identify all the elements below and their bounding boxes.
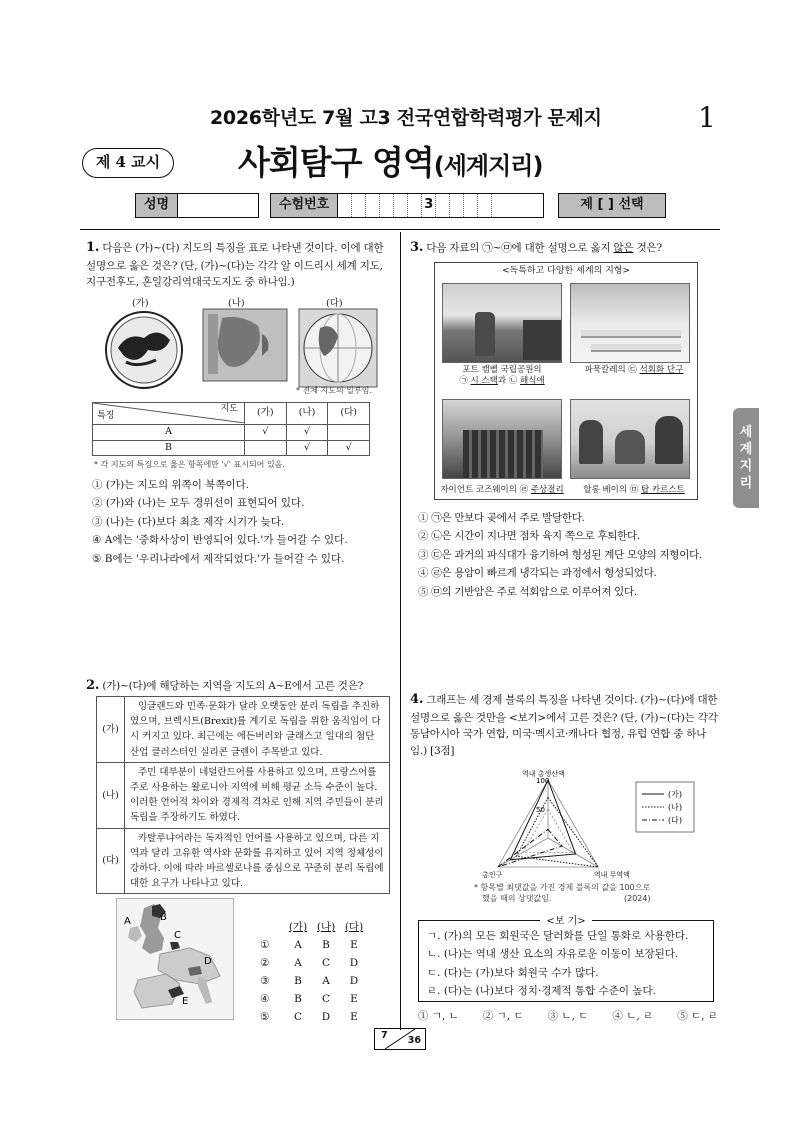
q1-map-label-na: (나) (228, 298, 245, 309)
q1-stem: 다음은 (가)~(다) 지도의 특징을 표로 나타낸 것이다. 이에 대한 설명으로 옳은 것은? (단, (가)~(다)는 각각 알 이드리시 세계 지도, 지구전후도, 혼일강리역대국도지도 중 하나임.) (86, 242, 384, 289)
q4-chart-year: (2024) (624, 894, 651, 903)
name-box (135, 193, 259, 218)
q3-choices (418, 509, 728, 601)
radar-legend-box (636, 782, 694, 832)
question-2 (86, 676, 386, 696)
radar-axis-2 (498, 838, 548, 867)
q1-table-corner (93, 403, 245, 425)
q1-col-da: (다) (328, 403, 370, 425)
q4-stem: 그래프는 세 경제 블록의 특징을 나타낸 것이다. (가)~(다)에 대한 설명으로 옳은 것만을 <보기>에서 고른 것은? (단, (가)~(다)는 각각 동남아시아 국가 연합, 미국·멕시코·캐나다 협정, 유럽 연합 중 하나임.) [3점] (410, 694, 718, 757)
q1-table (92, 402, 370, 456)
q3-box-title: <독특하고 다양한 세계의 지형> (502, 266, 630, 276)
radar-axis-label-1: 역내 무역액 (593, 871, 630, 879)
q3-caption-1: 포트 캠벨 국립공원의 ㉠ 시 스택과 ㉡ 해식애 (459, 365, 545, 387)
q3-term-tower-karst: 탑 카르스트 (640, 485, 685, 495)
period-badge: 제 4 교시 (82, 148, 174, 178)
q1-table-header-left: 특징 (97, 411, 115, 422)
q3-choice-2[interactable]: ② ㉡은 시간이 지나면 점차 육지 쪽으로 후퇴한다. (418, 530, 640, 543)
subject-title (238, 137, 542, 188)
q2-map-letter-c: C (174, 930, 181, 941)
q3-choice-4[interactable]: ④ ㉣은 용암이 빠르게 냉각되는 과정에서 형성되었다. (418, 567, 657, 580)
q1-col-na: (나) (286, 403, 328, 425)
q2-answer-header: (가) (나) (다) (288, 921, 364, 933)
q1-choices (92, 476, 392, 568)
radar-legend-label-2: (다) (668, 816, 682, 825)
subject-sub: (세계지리) (433, 152, 543, 180)
q1-map-label-da: (다) (326, 298, 343, 309)
q2-choice-3[interactable]: ③ B A D (260, 975, 359, 988)
exam-number-box (270, 193, 544, 218)
q1-choice-3[interactable]: ③ (나)는 (다)보다 최초 제작 시기가 늦다. (92, 515, 285, 528)
q3-number: 3. (410, 240, 424, 255)
footer-total-pages: 36 (407, 1035, 421, 1047)
q3-caption-2: 파묵칼레의 ㉢ 석회화 단구 (584, 365, 684, 375)
q4-bogi-title: <보 기> (540, 916, 591, 927)
exam-number-digit: 3 (422, 194, 436, 217)
radar-series-0 (510, 780, 575, 860)
q3-photo-travertine (570, 283, 690, 363)
q3-term-sea-stack: 시 스택 (470, 376, 498, 387)
q1-map-na-image (202, 308, 288, 382)
q3-caption-4: 할롱 베이의 ㉤ 탑 카르스트 (583, 485, 685, 495)
radar-legend-label-0: (가) (668, 790, 682, 799)
q1-table-note: * 각 지도의 특징으로 옳은 항목에만 '√' 표시되어 있음. (94, 460, 285, 469)
q3-choice-5[interactable]: ⑤ ㉤의 기반암은 주로 석회암으로 이루어져 있다. (418, 585, 637, 598)
q4-choice-2[interactable]: ② ㄱ, ㄷ (482, 1010, 524, 1022)
question-3 (410, 238, 722, 258)
q4-chart-note-1: * 항목별 최댓값을 가진 경제 블록의 값을 100으로 (474, 883, 651, 892)
column-divider (400, 232, 401, 1030)
q2-choice-2[interactable]: ② A C D (260, 957, 359, 970)
name-label: 성명 (136, 194, 178, 217)
q3-term-columnar-joint: 주상절리 (530, 485, 564, 495)
q4-choice-5[interactable]: ⑤ ㄷ, ㄹ (677, 1010, 718, 1022)
exam-number-grid[interactable] (338, 194, 492, 217)
q4-choice-4[interactable]: ④ ㄴ, ㄹ (612, 1010, 654, 1022)
q2-choice-1[interactable]: ① A B E (260, 939, 358, 952)
exam-number-label: 수험번호 (271, 194, 338, 217)
q1-col-ga: (가) (245, 403, 287, 425)
q2-table (96, 696, 390, 894)
q4-number: 4. (410, 692, 424, 707)
q2-stem: (가)~(다)에 해당하는 지역을 지도의 A~E에서 고른 것은? (102, 680, 364, 692)
page-footer (374, 1028, 426, 1050)
selection-label: 제 [ ] 선택 (559, 194, 665, 217)
q2-answer-table (260, 918, 370, 1026)
q1-map-label-ga: (가) (132, 298, 149, 309)
subject-main: 사회탐구 영역 (238, 143, 434, 182)
q2-map-letter-b: B (160, 912, 167, 923)
radar-tick-100: 100 (536, 777, 550, 785)
q1-map-ga-image (104, 310, 184, 390)
q3-choice-1[interactable]: ① ㉠은 만보다 곶에서 주로 발달한다. (418, 512, 585, 524)
q1-choice-2[interactable]: ② (가)와 (나)는 모두 경위선이 표현되어 있다. (92, 497, 305, 510)
q3-stem-emphasis: 않은 (613, 242, 634, 254)
q2-map-letter-a: A (124, 916, 131, 927)
q3-photo-tower-karst (570, 399, 690, 479)
q3-stem-post: 것은? (633, 242, 662, 254)
q3-term-travertine: 석회화 단구 (639, 365, 684, 375)
question-4 (410, 690, 720, 759)
q1-map-note: * 전체 지도의 일부임. (296, 386, 372, 395)
radar-tick-50: 50 (536, 806, 545, 814)
q4-radar-chart (460, 762, 700, 882)
q4-choice-1[interactable]: ① ㄱ, ㄴ (418, 1010, 459, 1022)
header-rule (80, 229, 720, 230)
q2-europe-map (116, 898, 234, 1020)
q4-choices (418, 1008, 718, 1024)
radar-axis-1 (548, 838, 598, 867)
q2-row-ga: (가) 잉글랜드와 민족·문화가 달라 오랫동안 분리 독립을 추진하였으며, 브렉시트(Brexit)를 계기로 독립을 위한 움직임이 다시 커지고 있다. 최근에는 에든버러와 글래스고 일대의 첨단 산업 클러스터인 실리콘 글렌이 주목받고 있다. (97, 697, 390, 763)
q1-row-b: B √ √ (93, 440, 370, 456)
radar-axis-label-2: 총인구 (482, 871, 503, 879)
q3-stem-pre: 다음 자료의 ㉠~㉤에 대한 설명으로 옳지 (426, 242, 614, 254)
radar-axis-label-0: 역내 총생산액 (522, 770, 565, 778)
page-number: 1 (698, 101, 716, 134)
q3-term-sea-cliff: 해식애 (520, 376, 545, 387)
q1-map-da-image (298, 308, 378, 388)
q2-row-da: (다) 카탈루냐어라는 독자적인 언어를 사용하고 있으며, 다른 지역과 달리 고유한 역사와 문화를 유지하고 있어 지역 정체성이 강하다. 이에 따라 바르셀로나를 중심으로 꾸준히 분리 독립에 대한 요구가 나타나고 있다. (97, 828, 390, 894)
question-1 (86, 238, 386, 291)
q4-choice-3[interactable]: ③ ㄴ, ㄷ (547, 1010, 589, 1022)
q1-number: 1. (86, 240, 100, 255)
q3-photo-sea-stack (442, 283, 562, 363)
q2-choice-5[interactable]: ⑤ C D E (260, 1011, 358, 1024)
q2-number: 2. (86, 678, 100, 693)
q4-chart-note-2: 했을 때의 상댓값임. (482, 894, 552, 903)
subject-side-tab: 세 계 지 리 (733, 408, 759, 508)
q4-bogi-3: ㄷ. (다)는 (가)보다 회원국 수가 많다. (427, 966, 599, 979)
q2-map-letter-e: E (182, 996, 189, 1007)
q2-map-letter-d: D (204, 956, 212, 967)
q3-caption-3: 자이언트 코즈웨이의 ㉣ 주상절리 (440, 485, 564, 495)
q1-row-a: A √ √ (93, 425, 370, 441)
q4-bogi-2: ㄴ. (나)는 역내 생산 요소의 자유로운 이동이 보장된다. (427, 948, 679, 961)
q3-landform-box (434, 262, 698, 500)
name-field[interactable] (178, 194, 258, 217)
q3-photo-columnar-joint (442, 399, 562, 479)
q4-bogi-1: ㄱ. (가)의 모든 회원국은 달러화를 단일 통화로 사용한다. (427, 930, 689, 942)
selection-box (558, 193, 666, 218)
q4-bogi-4: ㄹ. (다)는 (나)보다 정치·경제적 통합 수준이 높다. (427, 985, 656, 998)
radar-legend-label-1: (나) (668, 803, 682, 812)
q1-choice-1[interactable]: ① (가)는 지도의 위쪽이 북쪽이다. (92, 479, 250, 491)
q1-choice-4[interactable]: ④ A에는 '중화사상이 반영되어 있다.'가 들어갈 수 있다. (92, 534, 348, 547)
q3-choice-3[interactable]: ③ ㉢은 과거의 파식대가 융기하여 형성된 계단 모양의 지형이다. (418, 548, 702, 561)
q1-table-header-right: 지도 (220, 404, 238, 414)
exam-title: 2026학년도 7월 고3 전국연합학력평가 문제지 (210, 107, 602, 129)
q1-choice-5[interactable]: ⑤ B에는 '우리나라에서 제작되었다.'가 들어갈 수 있다. (92, 552, 345, 565)
q4-bogi-box (418, 916, 714, 1002)
q2-row-na: (나) 주민 대부분이 네덜란드어를 사용하고 있으며, 프랑스어를 주로 사용하는 왈로니아 지역에 비해 평균 소득 수준이 높다. 이러한 언어적 차이와 경제적 격차로 인해 지역 주민들이 분리 독립을 주장하기도 하였다. (97, 762, 390, 828)
q2-choice-4[interactable]: ④ B C E (260, 993, 358, 1006)
footer-current-page: 7 (381, 1030, 388, 1041)
radar-series-1 (516, 797, 598, 867)
